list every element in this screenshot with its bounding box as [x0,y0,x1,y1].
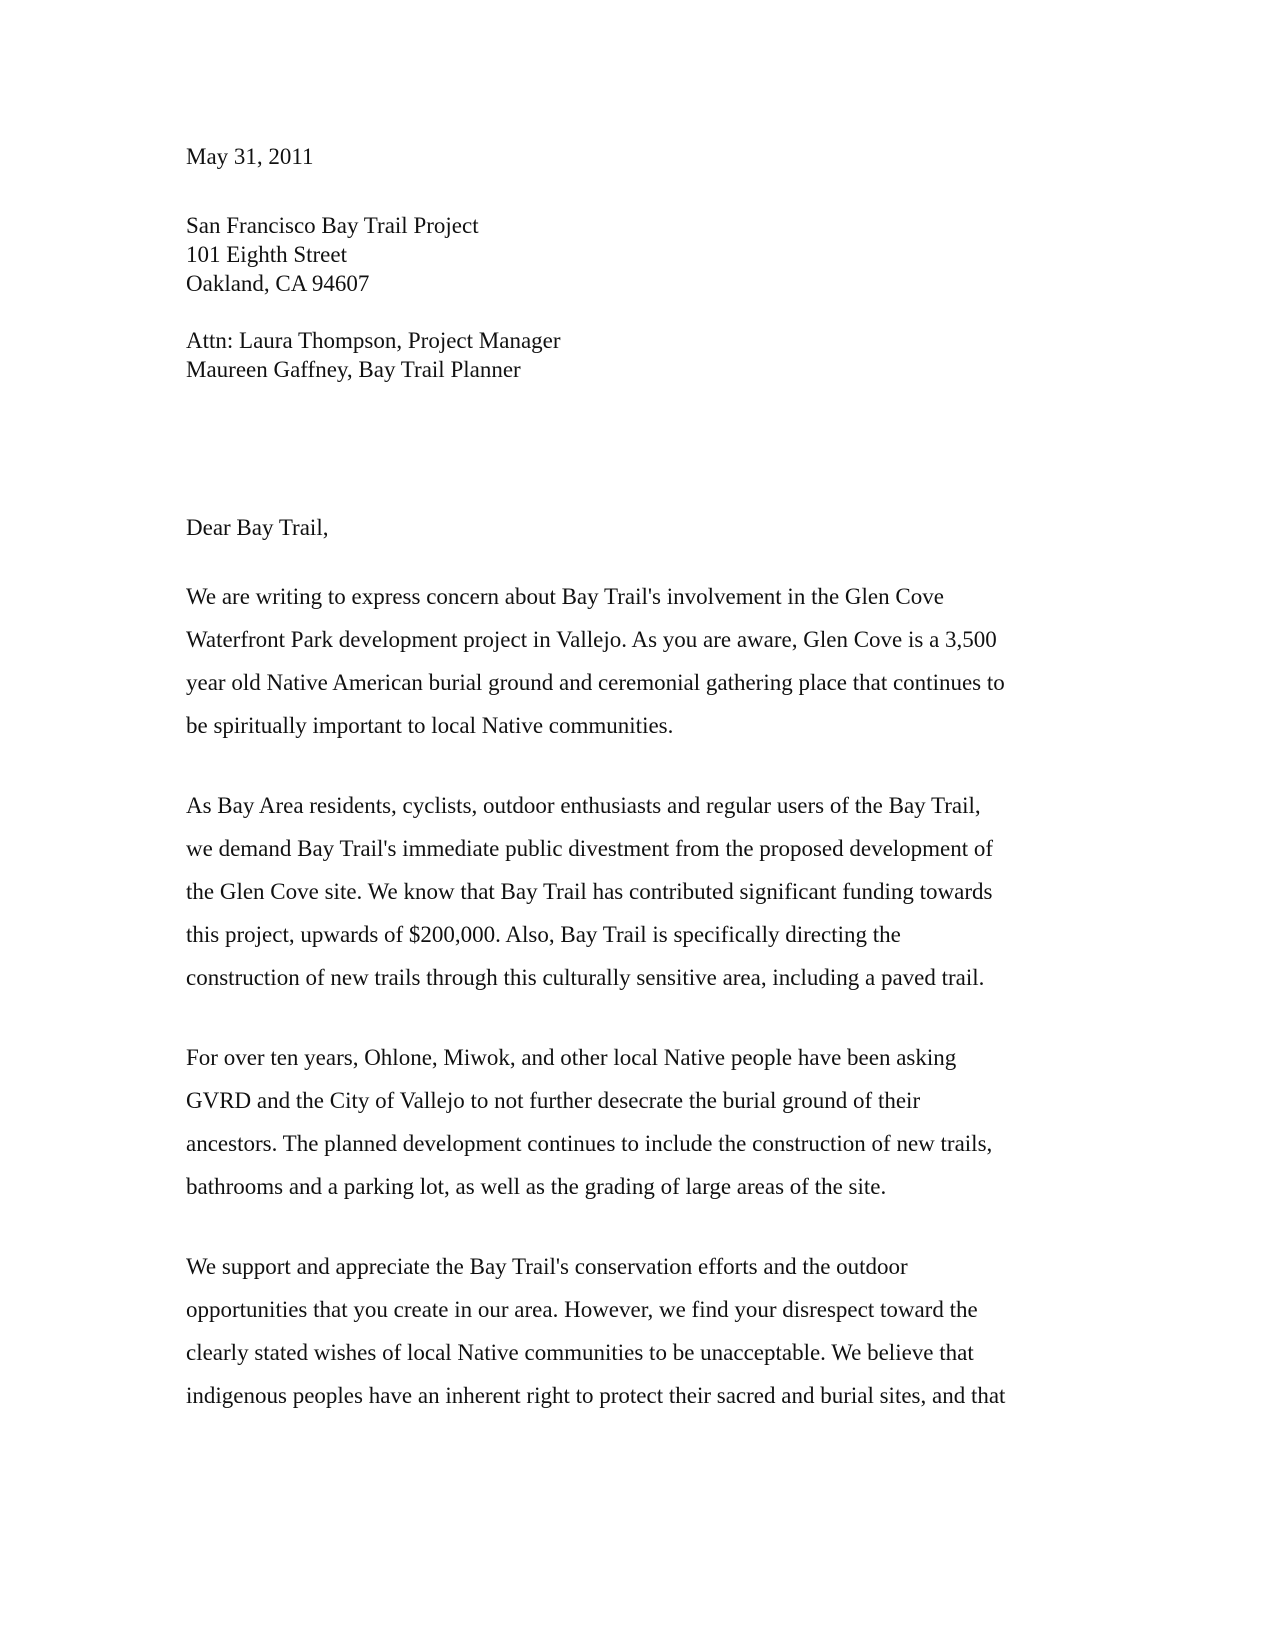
paragraph-3 [186,1036,1091,1208]
paragraph-line: bathrooms and a parking lot, as well as the grading of large areas of the site. [186,1174,887,1199]
paragraph-line: construction of new trails through this culturally sensitive area, including a paved trail. [186,965,985,990]
paragraph-line: the Glen Cove site. We know that Bay Trail has contributed significant funding towards [186,879,993,904]
paragraph-line: ancestors. The planned development continues to include the construction of new trails, [186,1131,993,1156]
letter-body [186,142,1091,1417]
paragraph-line: Waterfront Park development project in Vallejo. As you are aware, Glen Cove is a 3,500 [186,627,997,652]
salutation: Dear Bay Trail, [186,515,329,540]
paragraph-line: year old Native American burial ground and ceremonial gathering place that continues to [186,670,1005,695]
recipient-organization: San Francisco Bay Trail Project [186,213,479,238]
attention-block [186,326,1091,384]
paragraph-line: clearly stated wishes of local Native communities to be unacceptable. We believe that [186,1340,974,1365]
paragraph-line: be spiritually important to local Native communities. [186,713,674,738]
recipient-address [186,211,1091,298]
attention-line-2: Maureen Gaffney, Bay Trail Planner [186,357,521,382]
paragraph-line: We support and appreciate the Bay Trail's conservation efforts and the outdoor [186,1254,908,1279]
paragraph-line: We are writing to express concern about Bay Trail's involvement in the Glen Cove [186,584,944,609]
recipient-city: Oakland, CA 94607 [186,271,370,296]
paragraph-1 [186,575,1091,747]
paragraph-line: GVRD and the City of Vallejo to not further desecrate the burial ground of their [186,1088,921,1113]
letter-date: May 31, 2011 [186,144,314,169]
paragraph-line: indigenous peoples have an inherent right to protect their sacred and burial sites, and that [186,1383,1006,1408]
paragraph-line: As Bay Area residents, cyclists, outdoor enthusiasts and regular users of the Bay Trail, [186,793,981,818]
paragraph-line: opportunities that you create in our area. However, we find your disrespect toward the [186,1297,978,1322]
paragraph-line: For over ten years, Ohlone, Miwok, and other local Native people have been asking [186,1045,957,1070]
attention-line-1: Attn: Laura Thompson, Project Manager [186,328,561,353]
paragraph-2 [186,784,1091,999]
recipient-street: 101 Eighth Street [186,242,347,267]
paragraph-line: we demand Bay Trail's immediate public divestment from the proposed development of [186,836,994,861]
paragraph-line: this project, upwards of $200,000. Also, Bay Trail is specifically directing the [186,922,901,947]
paragraph-4 [186,1245,1091,1417]
